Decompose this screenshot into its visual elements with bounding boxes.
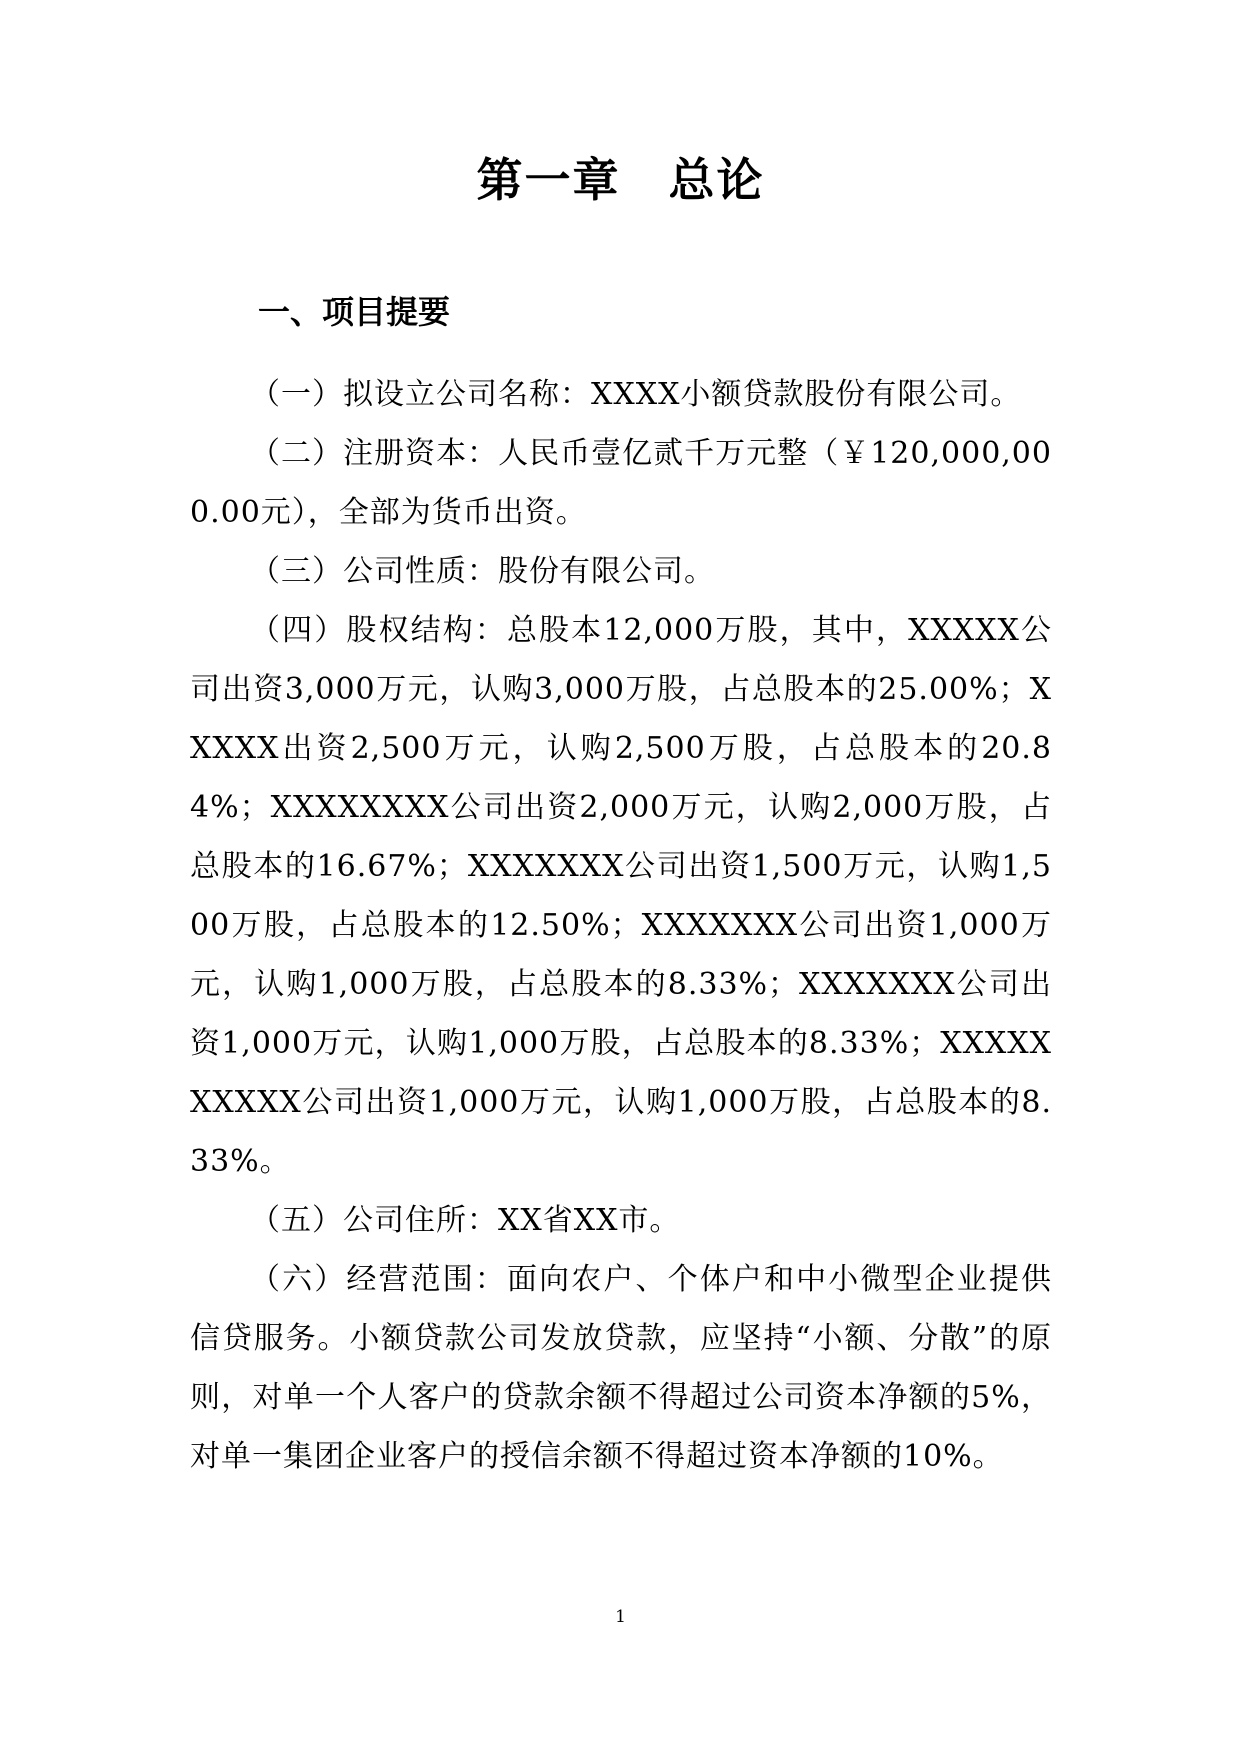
paragraph-company-nature: （三）公司性质：股份有限公司。 [250,554,715,589]
chapter-name: 总论 [668,153,765,207]
chapter-label: 第一章 [476,153,621,207]
section-heading: 一、项目提要 [258,293,451,331]
paragraph-company-name: （一）拟设立公司名称：XXXX小额贷款股份有限公司。 [250,377,1022,412]
paragraph-business-scope: （六）经营范围：面向农户、个体户和中小微型企业提供信贷服务。小额贷款公司发放贷款，应坚持“小额、分散”的原则，对单一个人客户的贷款余额不得超过公司资本净额的5%，对单一集团企业客户的授信余额不得超过资本净额的10%。 [190,1262,1052,1474]
paragraph-equity-structure: （四）股权结构：总股本12,000万股，其中，XXXXX公司出资3,000万元，认购3,000万股，占总股本的25.00%；XXXXX出资2,500万元，认购2,500万股，占总股本的20.84%；XXXXXXXX公司出资2,000万元，认购2,000万股，占总股本的16.67%；XXXXXXX公司出资1,500万元，认购1,500万股，占总股本的12.50%；XXXXXXX公司出资1,000万元，认购1,000万股，占总股本的8.33%；XXXXXXX公司出资1,000万元，认购1,000万股，占总股本的8.33%；XXXXXXXXXX公司出资1,000万元，认购1,000万股，占总股本的8.33%。 [190,613,1052,1179]
paragraph-registered-capital: （二）注册资本：人民币壹亿贰千万元整（￥120,000,000.00元），全部为货币出资。 [190,436,1052,530]
chapter-title [0,150,1241,210]
paragraph-company-address: （五）公司住所：XX省XX市。 [250,1203,681,1238]
page-number: 1 [615,1607,626,1627]
body-text [190,365,1052,1486]
